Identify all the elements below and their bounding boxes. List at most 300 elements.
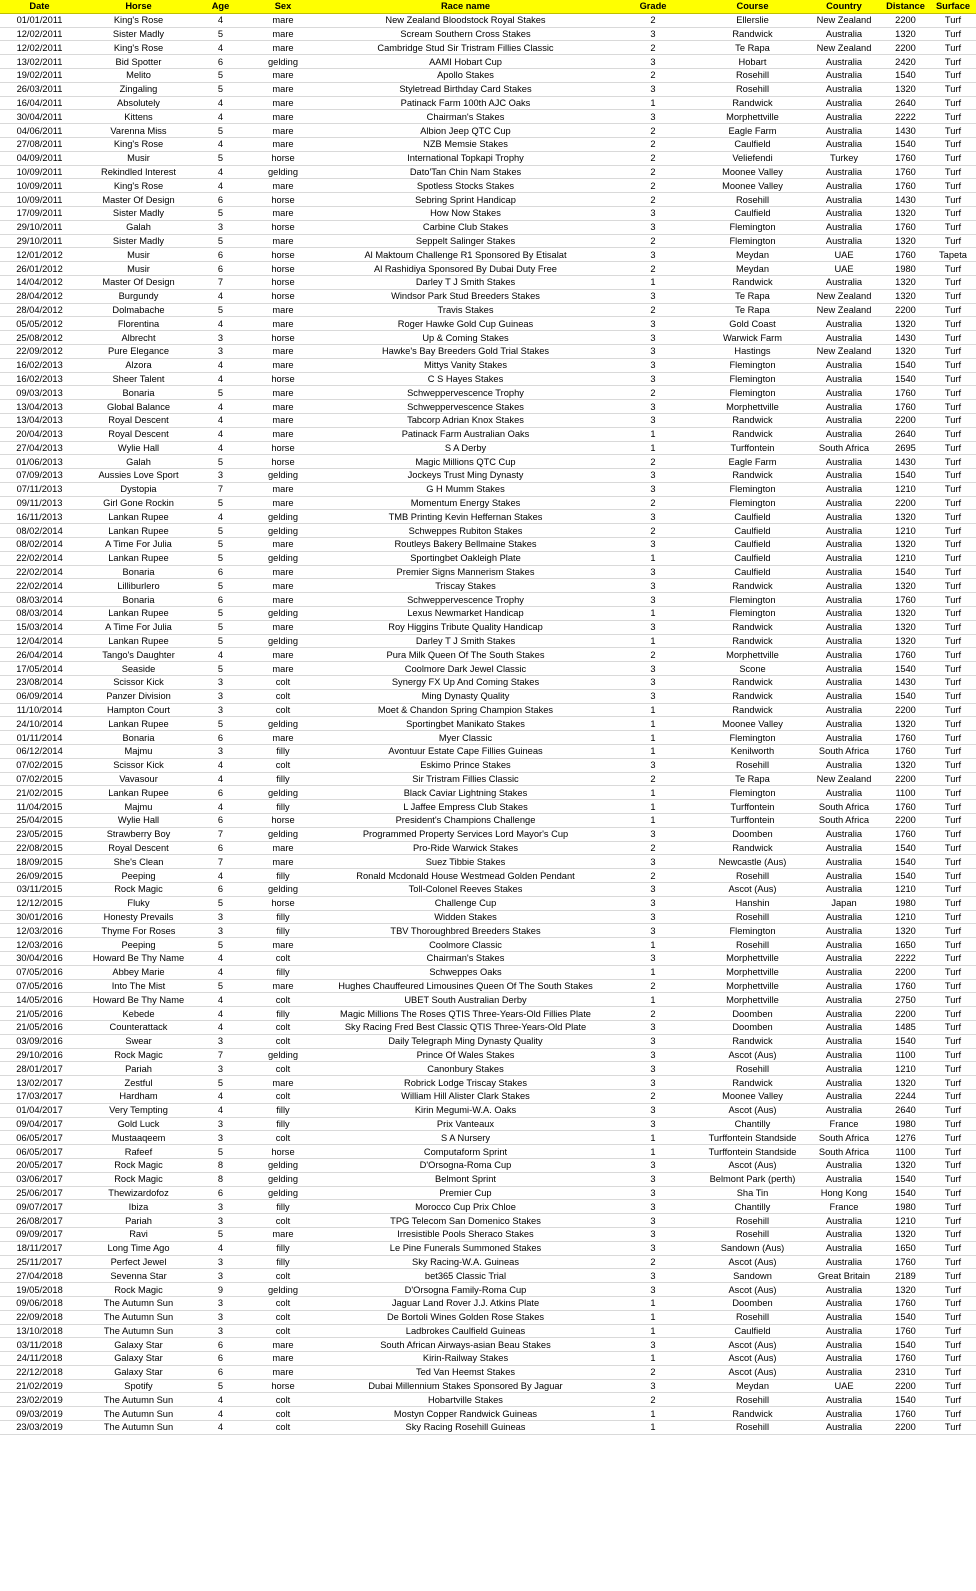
cell-country[interactable]: Hong Kong — [807, 1186, 881, 1200]
cell-age[interactable]: 3 — [198, 924, 243, 938]
cell-surface[interactable]: Turf — [930, 220, 976, 234]
cell-surface[interactable]: Turf — [930, 1103, 976, 1117]
cell-race-name[interactable]: Patinack Farm Australian Oaks — [323, 427, 608, 441]
table-row[interactable] — [0, 1324, 976, 1338]
cell-age[interactable]: 3 — [198, 1131, 243, 1145]
cell-sex[interactable]: filly — [243, 772, 323, 786]
cell-course[interactable]: Scone — [698, 662, 807, 676]
cell-date[interactable]: 16/02/2013 — [0, 372, 79, 386]
cell-date[interactable]: 19/02/2011 — [0, 68, 79, 82]
cell-date[interactable]: 09/06/2018 — [0, 1296, 79, 1310]
cell-distance[interactable]: 2310 — [881, 1365, 930, 1379]
cell-surface[interactable]: Turf — [930, 1352, 976, 1366]
cell-grade[interactable]: 3 — [608, 538, 698, 552]
cell-date[interactable]: 07/02/2015 — [0, 772, 79, 786]
cell-race-name[interactable]: Roger Hawke Gold Cup Guineas — [323, 317, 608, 331]
cell-sex[interactable]: mare — [243, 27, 323, 41]
cell-horse[interactable]: Hardham — [79, 1089, 198, 1103]
table-row[interactable] — [0, 1310, 976, 1324]
cell-horse[interactable]: Bid Spotter — [79, 55, 198, 69]
cell-grade[interactable]: 3 — [608, 620, 698, 634]
cell-country[interactable]: Australia — [807, 593, 881, 607]
cell-date[interactable]: 25/06/2017 — [0, 1186, 79, 1200]
cell-horse[interactable]: Dystopia — [79, 482, 198, 496]
cell-sex[interactable]: filly — [243, 1103, 323, 1117]
cell-country[interactable]: Australia — [807, 137, 881, 151]
cell-distance[interactable]: 1540 — [881, 841, 930, 855]
table-row[interactable] — [0, 1076, 976, 1090]
cell-date[interactable]: 10/09/2011 — [0, 179, 79, 193]
cell-date[interactable]: 13/04/2013 — [0, 400, 79, 414]
cell-surface[interactable]: Turf — [930, 1172, 976, 1186]
cell-age[interactable]: 5 — [198, 496, 243, 510]
header-surface[interactable]: Surface — [930, 0, 976, 13]
cell-horse[interactable]: Bonaria — [79, 593, 198, 607]
cell-grade[interactable]: 3 — [608, 1200, 698, 1214]
cell-sex[interactable]: colt — [243, 1310, 323, 1324]
cell-race-name[interactable]: Hobartville Stakes — [323, 1393, 608, 1407]
cell-age[interactable]: 4 — [198, 179, 243, 193]
cell-age[interactable]: 4 — [198, 951, 243, 965]
cell-country[interactable]: Australia — [807, 331, 881, 345]
cell-surface[interactable]: Turf — [930, 1296, 976, 1310]
cell-race-name[interactable]: Eskimo Prince Stakes — [323, 758, 608, 772]
cell-date[interactable]: 26/09/2015 — [0, 869, 79, 883]
cell-sex[interactable]: colt — [243, 1324, 323, 1338]
cell-surface[interactable]: Turf — [930, 110, 976, 124]
cell-grade[interactable]: 3 — [608, 758, 698, 772]
cell-age[interactable]: 5 — [198, 27, 243, 41]
cell-date[interactable]: 10/09/2011 — [0, 165, 79, 179]
cell-horse[interactable]: Alzora — [79, 358, 198, 372]
cell-grade[interactable]: 3 — [608, 55, 698, 69]
cell-grade[interactable]: 1 — [608, 993, 698, 1007]
cell-grade[interactable]: 2 — [608, 303, 698, 317]
cell-distance[interactable]: 1760 — [881, 1255, 930, 1269]
cell-race-name[interactable]: Magic Millions QTC Cup — [323, 455, 608, 469]
cell-country[interactable]: Australia — [807, 551, 881, 565]
cell-country[interactable]: Australia — [807, 220, 881, 234]
cell-date[interactable]: 01/04/2017 — [0, 1103, 79, 1117]
cell-course[interactable]: Randwick — [698, 676, 807, 690]
table-row[interactable] — [0, 910, 976, 924]
cell-surface[interactable]: Turf — [930, 206, 976, 220]
cell-course[interactable]: Randwick — [698, 634, 807, 648]
cell-horse[interactable]: The Autumn Sun — [79, 1421, 198, 1435]
cell-race-name[interactable]: Schweppervescence Trophy — [323, 593, 608, 607]
cell-distance[interactable]: 2200 — [881, 1007, 930, 1021]
cell-distance[interactable]: 1540 — [881, 1034, 930, 1048]
cell-surface[interactable]: Turf — [930, 1338, 976, 1352]
cell-distance[interactable]: 2750 — [881, 993, 930, 1007]
cell-date[interactable]: 23/05/2015 — [0, 827, 79, 841]
cell-date[interactable]: 20/05/2017 — [0, 1158, 79, 1172]
cell-grade[interactable]: 1 — [608, 1421, 698, 1435]
cell-distance[interactable]: 2200 — [881, 41, 930, 55]
cell-age[interactable]: 4 — [198, 510, 243, 524]
cell-race-name[interactable]: Myer Classic — [323, 731, 608, 745]
cell-country[interactable]: Australia — [807, 179, 881, 193]
cell-sex[interactable]: mare — [243, 979, 323, 993]
cell-age[interactable]: 3 — [198, 344, 243, 358]
cell-age[interactable]: 6 — [198, 1352, 243, 1366]
cell-country[interactable]: Australia — [807, 400, 881, 414]
cell-date[interactable]: 05/05/2012 — [0, 317, 79, 331]
cell-race-name[interactable]: TPG Telecom San Domenico Stakes — [323, 1214, 608, 1228]
cell-race-name[interactable]: AAMI Hobart Cup — [323, 55, 608, 69]
cell-grade[interactable]: 3 — [608, 1186, 698, 1200]
cell-race-name[interactable]: Ming Dynasty Quality — [323, 689, 608, 703]
cell-date[interactable]: 06/05/2017 — [0, 1131, 79, 1145]
cell-date[interactable]: 25/04/2015 — [0, 814, 79, 828]
cell-course[interactable]: Ascot (Aus) — [698, 1255, 807, 1269]
cell-race-name[interactable]: L Jaffee Empress Club Stakes — [323, 800, 608, 814]
cell-race-name[interactable]: Magic Millions The Roses QTIS Three-Years-Old Fillies Plate — [323, 1007, 608, 1021]
table-row[interactable] — [0, 1158, 976, 1172]
cell-horse[interactable]: Bonaria — [79, 565, 198, 579]
cell-surface[interactable]: Turf — [930, 469, 976, 483]
cell-distance[interactable]: 1320 — [881, 82, 930, 96]
cell-sex[interactable]: mare — [243, 206, 323, 220]
cell-sex[interactable]: gelding — [243, 717, 323, 731]
cell-sex[interactable]: mare — [243, 1338, 323, 1352]
cell-horse[interactable]: The Autumn Sun — [79, 1393, 198, 1407]
cell-age[interactable]: 5 — [198, 1145, 243, 1159]
cell-race-name[interactable]: South African Airways-asian Beau Stakes — [323, 1338, 608, 1352]
cell-grade[interactable]: 1 — [608, 1310, 698, 1324]
cell-date[interactable]: 09/03/2019 — [0, 1407, 79, 1421]
cell-distance[interactable]: 1320 — [881, 344, 930, 358]
cell-sex[interactable]: mare — [243, 386, 323, 400]
cell-sex[interactable]: mare — [243, 413, 323, 427]
table-row[interactable] — [0, 317, 976, 331]
cell-age[interactable]: 4 — [198, 400, 243, 414]
cell-country[interactable]: Australia — [807, 1241, 881, 1255]
cell-date[interactable]: 19/05/2018 — [0, 1283, 79, 1297]
table-row[interactable] — [0, 400, 976, 414]
cell-distance[interactable]: 1760 — [881, 386, 930, 400]
cell-sex[interactable]: gelding — [243, 634, 323, 648]
cell-distance[interactable]: 1760 — [881, 800, 930, 814]
cell-race-name[interactable]: Travis Stakes — [323, 303, 608, 317]
cell-surface[interactable]: Turf — [930, 1310, 976, 1324]
cell-age[interactable]: 3 — [198, 331, 243, 345]
cell-race-name[interactable]: Al Maktoum Challenge R1 Sponsored By Etisalat — [323, 248, 608, 262]
cell-race-name[interactable]: Scream Southern Cross Stakes — [323, 27, 608, 41]
cell-age[interactable]: 5 — [198, 620, 243, 634]
cell-horse[interactable]: Wylie Hall — [79, 441, 198, 455]
cell-distance[interactable]: 1540 — [881, 68, 930, 82]
cell-course[interactable]: Morphettville — [698, 979, 807, 993]
cell-sex[interactable]: gelding — [243, 469, 323, 483]
cell-country[interactable]: Australia — [807, 855, 881, 869]
table-row[interactable] — [0, 620, 976, 634]
cell-date[interactable]: 22/09/2012 — [0, 344, 79, 358]
cell-age[interactable]: 5 — [198, 82, 243, 96]
cell-age[interactable]: 5 — [198, 1379, 243, 1393]
cell-horse[interactable]: Sevenna Star — [79, 1269, 198, 1283]
cell-grade[interactable]: 3 — [608, 289, 698, 303]
cell-country[interactable]: Australia — [807, 910, 881, 924]
cell-age[interactable]: 5 — [198, 979, 243, 993]
cell-distance[interactable]: 1760 — [881, 151, 930, 165]
cell-age[interactable]: 3 — [198, 220, 243, 234]
cell-distance[interactable]: 1760 — [881, 1407, 930, 1421]
cell-date[interactable]: 13/10/2018 — [0, 1324, 79, 1338]
cell-race-name[interactable]: Programmed Property Services Lord Mayor's Cup — [323, 827, 608, 841]
cell-date[interactable]: 13/02/2011 — [0, 55, 79, 69]
cell-horse[interactable]: Zestful — [79, 1076, 198, 1090]
cell-sex[interactable]: mare — [243, 1352, 323, 1366]
cell-race-name[interactable]: Synergy FX Up And Coming Stakes — [323, 676, 608, 690]
cell-sex[interactable]: horse — [243, 814, 323, 828]
cell-horse[interactable]: Galaxy Star — [79, 1365, 198, 1379]
cell-distance[interactable]: 1760 — [881, 1324, 930, 1338]
cell-sex[interactable]: mare — [243, 68, 323, 82]
cell-horse[interactable]: Very Tempting — [79, 1103, 198, 1117]
cell-country[interactable]: Australia — [807, 565, 881, 579]
cell-surface[interactable]: Turf — [930, 924, 976, 938]
cell-sex[interactable]: gelding — [243, 1172, 323, 1186]
cell-country[interactable]: Australia — [807, 1365, 881, 1379]
cell-surface[interactable]: Turf — [930, 1393, 976, 1407]
cell-distance[interactable]: 1320 — [881, 317, 930, 331]
cell-sex[interactable]: mare — [243, 427, 323, 441]
cell-surface[interactable]: Turf — [930, 193, 976, 207]
cell-sex[interactable]: mare — [243, 82, 323, 96]
cell-race-name[interactable]: International Topkapi Trophy — [323, 151, 608, 165]
cell-country[interactable]: Australia — [807, 1172, 881, 1186]
cell-surface[interactable]: Turf — [930, 1214, 976, 1228]
cell-date[interactable]: 01/06/2013 — [0, 455, 79, 469]
cell-race-name[interactable]: TMB Printing Kevin Heffernan Stakes — [323, 510, 608, 524]
cell-race-name[interactable]: Patinack Farm 100th AJC Oaks — [323, 96, 608, 110]
cell-course[interactable]: Sandown (Aus) — [698, 1241, 807, 1255]
cell-course[interactable]: Morphettville — [698, 648, 807, 662]
cell-country[interactable]: New Zealand — [807, 41, 881, 55]
cell-country[interactable]: Australia — [807, 620, 881, 634]
cell-surface[interactable]: Turf — [930, 993, 976, 1007]
cell-race-name[interactable]: NZB Memsie Stakes — [323, 137, 608, 151]
cell-sex[interactable]: gelding — [243, 607, 323, 621]
cell-course[interactable]: Randwick — [698, 1407, 807, 1421]
cell-sex[interactable]: filly — [243, 1007, 323, 1021]
cell-course[interactable]: Hastings — [698, 344, 807, 358]
cell-race-name[interactable]: Sir Tristram Fillies Classic — [323, 772, 608, 786]
table-row[interactable] — [0, 800, 976, 814]
cell-race-name[interactable]: Coolmore Classic — [323, 938, 608, 952]
cell-surface[interactable]: Turf — [930, 745, 976, 759]
cell-course[interactable]: Hobart — [698, 55, 807, 69]
cell-sex[interactable]: mare — [243, 855, 323, 869]
cell-course[interactable]: Randwick — [698, 275, 807, 289]
table-row[interactable] — [0, 469, 976, 483]
cell-horse[interactable]: Master Of Design — [79, 275, 198, 289]
cell-surface[interactable]: Turf — [930, 386, 976, 400]
cell-date[interactable]: 16/02/2013 — [0, 358, 79, 372]
cell-race-name[interactable]: Dato'Tan Chin Nam Stakes — [323, 165, 608, 179]
table-row[interactable] — [0, 607, 976, 621]
header-country[interactable]: Country — [807, 0, 881, 13]
cell-horse[interactable]: Ibiza — [79, 1200, 198, 1214]
cell-country[interactable]: Australia — [807, 1255, 881, 1269]
cell-surface[interactable]: Turf — [930, 731, 976, 745]
cell-age[interactable]: 6 — [198, 1186, 243, 1200]
cell-sex[interactable]: horse — [243, 151, 323, 165]
cell-course[interactable]: Rosehill — [698, 758, 807, 772]
cell-distance[interactable]: 1320 — [881, 510, 930, 524]
cell-age[interactable]: 6 — [198, 841, 243, 855]
cell-grade[interactable]: 1 — [608, 731, 698, 745]
cell-date[interactable]: 12/12/2015 — [0, 896, 79, 910]
cell-grade[interactable]: 1 — [608, 703, 698, 717]
cell-course[interactable]: Turffontein — [698, 814, 807, 828]
cell-course[interactable]: Warwick Farm — [698, 331, 807, 345]
cell-distance[interactable]: 1760 — [881, 745, 930, 759]
cell-country[interactable]: Australia — [807, 703, 881, 717]
cell-grade[interactable]: 3 — [608, 372, 698, 386]
cell-date[interactable]: 06/12/2014 — [0, 745, 79, 759]
cell-surface[interactable]: Turf — [930, 1407, 976, 1421]
cell-sex[interactable]: colt — [243, 676, 323, 690]
cell-horse[interactable]: Howard Be Thy Name — [79, 993, 198, 1007]
table-row[interactable] — [0, 1227, 976, 1241]
cell-distance[interactable]: 1320 — [881, 607, 930, 621]
cell-horse[interactable]: Galah — [79, 220, 198, 234]
table-row[interactable] — [0, 993, 976, 1007]
cell-grade[interactable]: 3 — [608, 676, 698, 690]
cell-race-name[interactable]: TBV Thoroughbred Breeders Stakes — [323, 924, 608, 938]
cell-grade[interactable]: 3 — [608, 344, 698, 358]
cell-grade[interactable]: 3 — [608, 510, 698, 524]
table-row[interactable] — [0, 648, 976, 662]
cell-date[interactable]: 21/05/2016 — [0, 1020, 79, 1034]
cell-sex[interactable]: colt — [243, 1034, 323, 1048]
cell-grade[interactable]: 2 — [608, 193, 698, 207]
cell-age[interactable]: 7 — [198, 827, 243, 841]
cell-distance[interactable]: 1320 — [881, 924, 930, 938]
cell-sex[interactable]: filly — [243, 745, 323, 759]
cell-date[interactable]: 08/02/2014 — [0, 538, 79, 552]
cell-course[interactable]: Ascot (Aus) — [698, 1103, 807, 1117]
cell-age[interactable]: 4 — [198, 427, 243, 441]
cell-age[interactable]: 4 — [198, 96, 243, 110]
cell-course[interactable]: Morphettville — [698, 400, 807, 414]
cell-race-name[interactable]: Prix Vanteaux — [323, 1117, 608, 1131]
cell-surface[interactable]: Turf — [930, 275, 976, 289]
cell-race-name[interactable]: William Hill Alister Clark Stakes — [323, 1089, 608, 1103]
cell-race-name[interactable]: Schweppervescence Trophy — [323, 386, 608, 400]
cell-course[interactable]: Randwick — [698, 1034, 807, 1048]
cell-sex[interactable]: colt — [243, 1269, 323, 1283]
cell-grade[interactable]: 3 — [608, 910, 698, 924]
cell-race-name[interactable]: Roy Higgins Tribute Quality Handicap — [323, 620, 608, 634]
cell-distance[interactable]: 1540 — [881, 372, 930, 386]
table-row[interactable] — [0, 1007, 976, 1021]
cell-horse[interactable]: Bonaria — [79, 386, 198, 400]
cell-course[interactable]: Rosehill — [698, 1227, 807, 1241]
cell-surface[interactable]: Turf — [930, 827, 976, 841]
cell-country[interactable]: Australia — [807, 469, 881, 483]
cell-grade[interactable]: 3 — [608, 317, 698, 331]
cell-course[interactable]: Rosehill — [698, 938, 807, 952]
cell-surface[interactable]: Turf — [930, 1241, 976, 1255]
cell-country[interactable]: Australia — [807, 124, 881, 138]
cell-country[interactable]: South Africa — [807, 1145, 881, 1159]
cell-date[interactable]: 04/06/2011 — [0, 124, 79, 138]
cell-country[interactable]: Australia — [807, 648, 881, 662]
cell-age[interactable]: 5 — [198, 234, 243, 248]
table-row[interactable] — [0, 427, 976, 441]
cell-date[interactable]: 12/01/2012 — [0, 248, 79, 262]
cell-race-name[interactable]: S A Derby — [323, 441, 608, 455]
cell-distance[interactable]: 1320 — [881, 758, 930, 772]
cell-country[interactable]: Australia — [807, 758, 881, 772]
cell-distance[interactable]: 2244 — [881, 1089, 930, 1103]
table-row[interactable] — [0, 579, 976, 593]
cell-date[interactable]: 28/04/2012 — [0, 289, 79, 303]
cell-horse[interactable]: Mustaaqeem — [79, 1131, 198, 1145]
cell-age[interactable]: 4 — [198, 413, 243, 427]
cell-course[interactable]: Veliefendi — [698, 151, 807, 165]
cell-horse[interactable]: King's Rose — [79, 41, 198, 55]
cell-course[interactable]: Rosehill — [698, 193, 807, 207]
table-row[interactable] — [0, 634, 976, 648]
cell-age[interactable]: 8 — [198, 1172, 243, 1186]
cell-sex[interactable]: mare — [243, 13, 323, 27]
cell-race-name[interactable]: S A Nursery — [323, 1131, 608, 1145]
cell-course[interactable]: Te Rapa — [698, 41, 807, 55]
cell-age[interactable]: 4 — [198, 772, 243, 786]
cell-country[interactable]: Australia — [807, 689, 881, 703]
cell-sex[interactable]: colt — [243, 1020, 323, 1034]
table-row[interactable] — [0, 234, 976, 248]
header-race-name[interactable]: Race name — [323, 0, 608, 13]
cell-race-name[interactable]: Sportingbet Oakleigh Plate — [323, 551, 608, 565]
cell-horse[interactable]: The Autumn Sun — [79, 1310, 198, 1324]
table-row[interactable] — [0, 745, 976, 759]
cell-country[interactable]: Australia — [807, 82, 881, 96]
cell-age[interactable]: 4 — [198, 965, 243, 979]
cell-distance[interactable]: 1320 — [881, 1227, 930, 1241]
cell-distance[interactable]: 1760 — [881, 1352, 930, 1366]
cell-date[interactable]: 27/08/2011 — [0, 137, 79, 151]
cell-age[interactable]: 5 — [198, 68, 243, 82]
cell-date[interactable]: 06/05/2017 — [0, 1145, 79, 1159]
cell-horse[interactable]: Lankan Rupee — [79, 524, 198, 538]
cell-horse[interactable]: Zingaling — [79, 82, 198, 96]
cell-grade[interactable]: 3 — [608, 924, 698, 938]
cell-surface[interactable]: Turf — [930, 1007, 976, 1021]
cell-grade[interactable]: 3 — [608, 1283, 698, 1297]
header-course[interactable]: Course — [698, 0, 807, 13]
cell-date[interactable]: 17/05/2014 — [0, 662, 79, 676]
cell-surface[interactable]: Turf — [930, 786, 976, 800]
cell-date[interactable]: 24/10/2014 — [0, 717, 79, 731]
cell-course[interactable]: Doomben — [698, 1296, 807, 1310]
cell-country[interactable]: South Africa — [807, 1131, 881, 1145]
cell-country[interactable]: Australia — [807, 883, 881, 897]
cell-surface[interactable]: Turf — [930, 262, 976, 276]
cell-course[interactable]: Flemington — [698, 386, 807, 400]
cell-date[interactable]: 26/03/2011 — [0, 82, 79, 96]
cell-race-name[interactable]: Ted Van Heemst Stakes — [323, 1365, 608, 1379]
cell-horse[interactable]: Rekindled Interest — [79, 165, 198, 179]
cell-grade[interactable]: 1 — [608, 786, 698, 800]
cell-race-name[interactable]: Pro-Ride Warwick Stakes — [323, 841, 608, 855]
cell-age[interactable]: 4 — [198, 358, 243, 372]
cell-country[interactable]: Australia — [807, 1020, 881, 1034]
